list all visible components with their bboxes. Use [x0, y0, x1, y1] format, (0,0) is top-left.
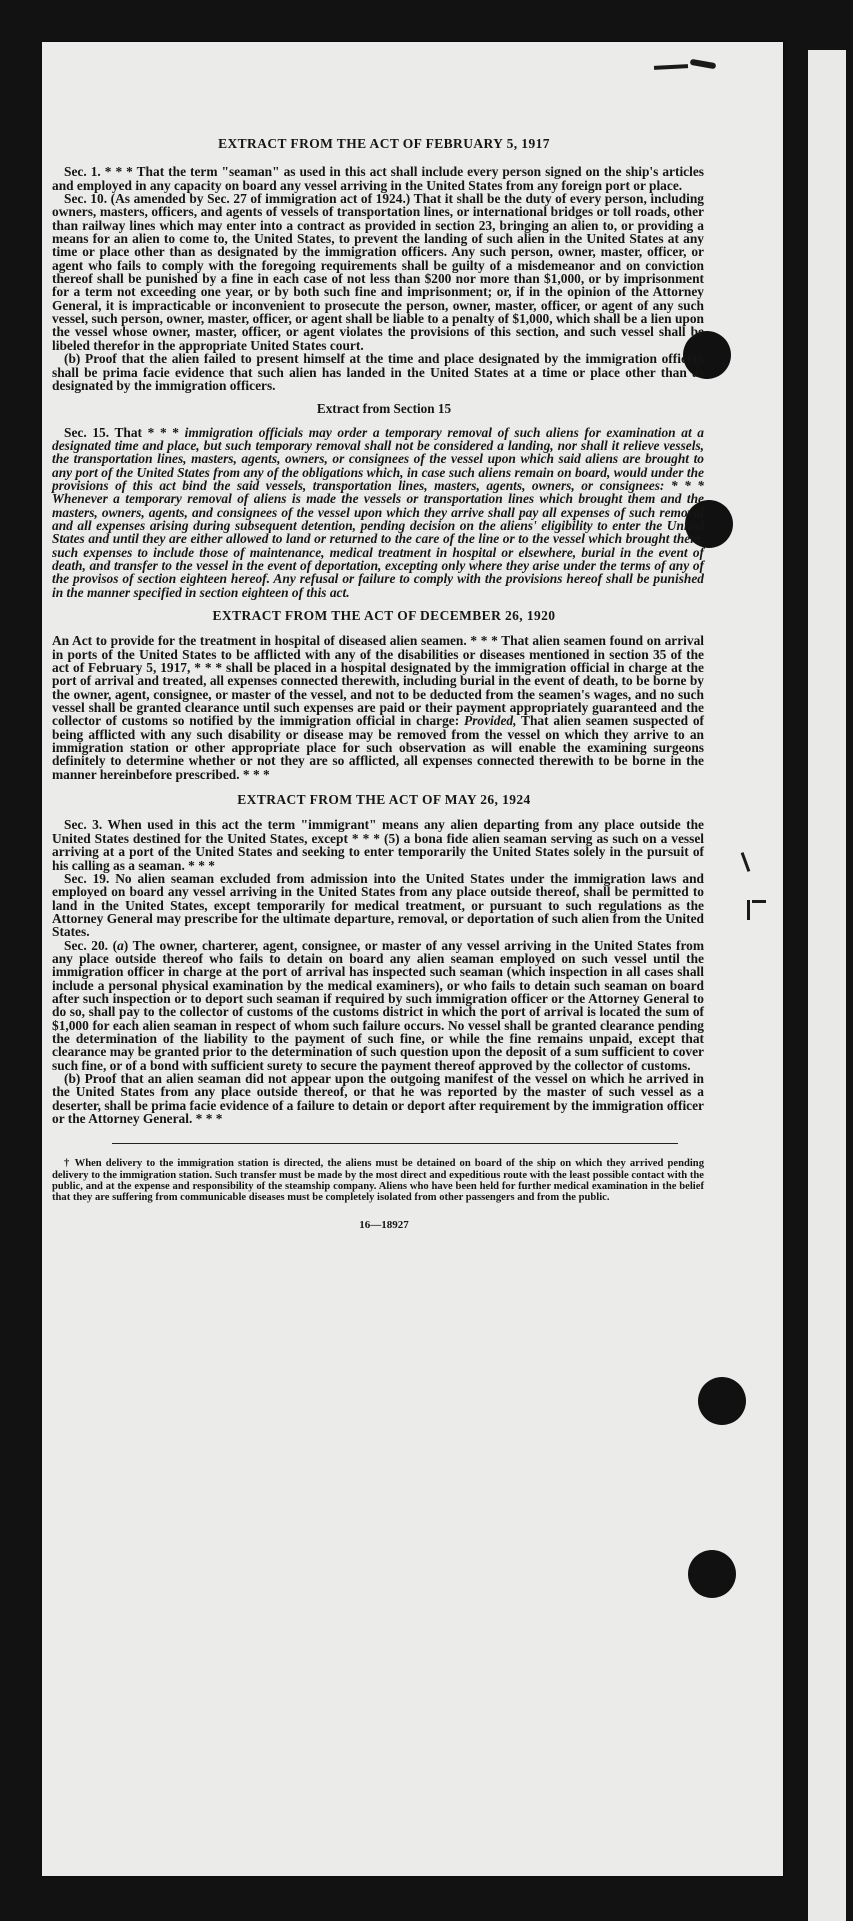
paragraph [52, 939, 704, 1072]
section-heading: EXTRACT FROM THE ACT OF FEBRUARY 5, 1917 [218, 136, 550, 151]
italic-text: immigration officials may order a temporary removal of such aliens for examination at a designated time and place, but such temporary removal shall not be considered a landing, nor shall it relieve vessels, the transportation lines, masters, agents, owners, or consignees of the vessel upon which said aliens are brought to any port of the United States from any of the obligations which, in case such aliens remain on board, would under the provisions of this act bind the said vessels, transportation lines, masters, agents, owners, or consignees: * * * Whenever a temporary removal of aliens is made the vessels or transportation lines which brought them and the masters, owners, agents, and consignees of the vessel upon which they arrive shall pay all expenses of such removal and all expenses arising during subsequent detention, pending decision on the aliens' eligibility to enter the United States and until they are either allowed to land or returned to the care of the line or to the vessel which brought them, such expenses to include those of maintenance, medical treatment in hospital or elsewhere, burial in the event of death, and transfer to the vessel in the event of deportation, excepting only where they arise under the terms of any of the provisos of section eighteen hereof. Any refusal or failure to comply with the provisions hereof shall be punished in the manner specified in section eighteen of this act. [52, 424, 705, 600]
form-number: 16—18927 [359, 1219, 409, 1232]
punch-hole [698, 1377, 746, 1425]
paragraph: (b) Proof that the alien failed to present himself at the time and place designated by the immigration officers shall be prima facie evidence that such alien has landed in the United States at a time or place other than as designated by the immigration officers. [52, 351, 704, 393]
margin-mark [752, 900, 766, 903]
paragraph-text: An Act to provide for the treatment in hospital of diseased alien seamen. * * * That alien seamen found on arrival in ports of the United States to be afflicted with any of the disabilities or diseases mentioned in section 35 of the act of February 5, 1917, * * * shall be placed in a hospital designated by the immigration official in charge at the port of arrival and treated, all expenses connected therewith, including burial in the event of death, to be borne by the owner, agent, consignee, or master of the vessel, and not to be deducted from the seamen's wages, and no such vessel shall be granted clearance until such expenses are paid or their payment appropriately guaranteed and the collector of customs so notified by the immigration official in charge: [52, 633, 704, 729]
paragraph: (b) Proof that an alien seaman did not appear upon the outgoing manifest of the vessel on which he arrived in the United States from any place outside thereof, or that he was reported by the master of such vessel as a deserter, shall be prima facie evidence of a failure to detain or deport after requirement by the immigration officer or the Attorney General. * * * [52, 1071, 704, 1127]
paragraph: Sec. 3. When used in this act the term "immigrant" means any alien departing from any place outside the United States destined for the United States, except * * * (5) a bona fide alien seaman serving as such on a vessel arriving at a port of the United States and seeking to enter temporarily the United States solely in the pursuit of his calling as a seaman. * * * [52, 817, 704, 873]
section-heading: EXTRACT FROM THE ACT OF MAY 26, 1924 [237, 792, 531, 808]
section-subheading: Extract from Section 15 [316, 401, 452, 417]
paragraph: Sec. 1. * * * That the term "seaman" as used in this act shall include every person signed on the ship's articles and employed in any capacity on board any vessel arriving in the United States from any foreign port or place. [52, 164, 704, 193]
paragraph-lead: Sec. 20. ( [64, 937, 118, 953]
paragraph-lead: Sec. 15. That * * * [64, 424, 185, 440]
punch-hole [688, 1550, 736, 1598]
paragraph [52, 426, 704, 599]
ink-mark [690, 59, 717, 69]
margin-mark [741, 852, 751, 872]
document-body [52, 137, 704, 1233]
italic-text: a [117, 937, 124, 953]
paragraph [52, 634, 704, 781]
paragraph-text: ) The owner, charterer, agent, consignee, or master of any vessel arriving in the United States from any place outside thereof who fails to detain on board any alien seaman employed on such vessel until the immigration officer in charge at the port of arrival has inspected such seaman (which inspection in all cases shall include a personal physical examination by the medical examiners), or who fails to detain such seaman on board after such inspection or to deport such seaman if required by such immigration officer or the Attorney General to do so, shall pay to the collector of customs of the customs district in which the port of arrival is located the sum of $1,000 for each alien seaman in respect of whom such failure occurs. No vessel shall be granted clearance pending the determination of the liability to the payment of such fine, or while the fine remains unpaid, except that clearance may be granted prior to the determination of such question upon the deposit of a sum sufficient to cover such fine, or of a bond with sufficient surety to secure the payment thereof approved by the collector of customs. [52, 937, 705, 1073]
ink-mark [654, 64, 688, 70]
paragraph-text: That alien seamen suspected of being afflicted with any such disability or disease may be removed from the vessel on which they arrive to an immigration station or other appropriate place for such observation as will enable the examining surgeons definitely to determine whether or not they are so afflicted, all expenses connected therewith to be borne in the manner hereinbefore prescribed. * * * [52, 713, 704, 782]
italic-text: Provided, [464, 713, 517, 729]
section-heading: EXTRACT FROM THE ACT OF DECEMBER 26, 1920 [212, 608, 556, 623]
adjacent-page-edge [808, 50, 846, 1921]
paragraph: Sec. 19. No alien seaman excluded from admission into the United States under the immigration laws and employed on board any vessel arriving in the United States from any place outside thereof, shall be permitted to land in the United States, except temporarily for medical treatment, or pursuant to such regulations as the Attorney General may prescribe for the ultimate departure, removal, or deportation of such alien from the United States. [52, 870, 704, 940]
margin-mark [747, 900, 750, 920]
paragraph: Sec. 10. (As amended by Sec. 27 of immigration act of 1924.) That it shall be the duty of every person, including owners, masters, officers, and agents of vessels of transportation lines, or international bridges or toll roads, other than railway lines which may enter into a contract as provided in section 23, bringing an alien to, or providing a means for an alien to come to, the United States, to prevent the landing of such alien in the United States at any time or place other than as designated by the immigration officers. Any such person, owner, master, officer, or agent who fails to comply with the foregoing requirements shall be guilty of a misdemeanor and on conviction thereof shall be punished by a fine in each case of not less than $200 nor more than $1,000, or by imprisonment for a term not exceeding one year, or by both such fine and imprisonment; or, if in the opinion of the Attorney General, it is impracticable or inconvenient to prosecute the person, owner, master, officer, or agent of any such vessel, such person, owner, master, officer, or agent shall be liable to a penalty of $1,000, which shall be a lien upon the vessel whose owner, master, officer, or agent violates the provisions of this section, and such vessel shall be libeled therefor in the appropriate United States court. [52, 191, 704, 353]
footnote: † When delivery to the immigration station is directed, the aliens must be detained on board of the ship on which they arrived pending delivery to the immigration station. Such transfer must be made by the most direct and expeditious route with the least possible contact with the public, and at the expense and responsibility of the steamship company. Aliens who have been held for further medical examination in the belief that they are suffering from communicable diseases must be completely isolated from other passengers and from the public. [52, 1158, 704, 1203]
